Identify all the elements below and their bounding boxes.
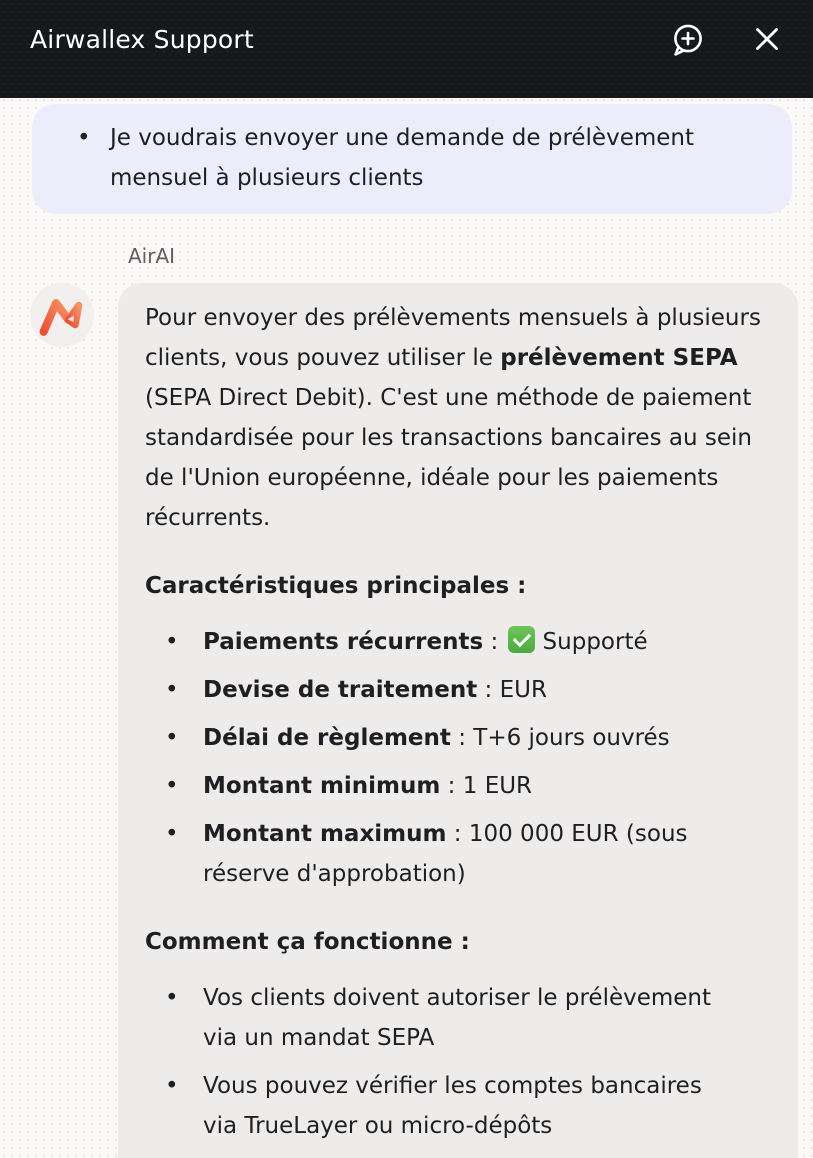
assistant-avatar [30,283,94,347]
check-mark-emoji-icon [508,626,535,653]
assistant-message-bubble [118,283,798,1158]
how-heading: Comment ça fonctionne : [145,929,470,955]
feature-item-minimum [203,766,765,806]
assistant-message-row [30,283,813,1158]
feature-item-recurring [203,622,765,662]
intro-paragraph [145,298,765,538]
feature-item-currency [203,670,765,710]
feature-value: EUR [499,677,547,703]
intro-text-after: (SEPA Direct Debit). C'est une méthode de paiement standardisée pour les transactions bancaires au sein de l'Union européenne, idéale pour les paiements récurrents. [145,385,752,531]
feature-name: Délai de règlement [203,725,451,751]
step-item-mandate: • Vos clients doivent autoriser le prélèvement via un mandat SEPA [203,978,743,1058]
new-chat-button[interactable] [667,19,707,59]
new-chat-icon [669,21,706,58]
feature-value: Supporté [542,629,648,655]
close-icon [753,25,781,53]
feature-item-maximum [203,814,765,894]
assistant-label: AirAI [128,244,176,268]
window-title: Airwallex Support [30,24,254,54]
feature-separator: : [477,677,500,703]
steps-list [145,978,765,1146]
user-message-text: • Je voudrais envoyer une demande de prélèvement mensuel à plusieurs clients [110,118,750,198]
feature-value: T+6 jours ouvrés [473,725,670,751]
feature-separator: : [483,629,506,655]
features-list [145,622,765,894]
feature-value: 100 000 EUR (sous réserve d'approbation) [203,821,688,887]
step-item-verify: • Vous pouvez vérifier les comptes bancaires via TrueLayer ou micro-dépôts [203,1066,743,1146]
feature-value: 1 EUR [462,773,533,799]
intro-text-before: Pour envoyer des prélèvements mensuels à plusieurs clients, vous pouvez utiliser le [145,305,761,371]
feature-name: Montant minimum [203,773,441,799]
feature-separator: : [440,773,463,799]
feature-name: Montant maximum [203,821,447,847]
feature-separator: : [450,725,474,751]
user-message-list [32,118,768,198]
close-button[interactable] [747,19,787,59]
chat-area[interactable] [0,98,813,1158]
features-heading: Caractéristiques principales : [145,573,527,599]
intro-bold-term: prélèvement SEPA [500,345,738,371]
user-message-bubble [32,104,792,214]
feature-name: Devise de traitement [203,677,478,703]
airwallex-logo-icon [36,289,88,341]
titlebar [0,0,813,98]
feature-item-settlement [203,718,765,758]
feature-name: Paiements récurrents [203,629,484,655]
feature-separator: : [446,821,469,847]
